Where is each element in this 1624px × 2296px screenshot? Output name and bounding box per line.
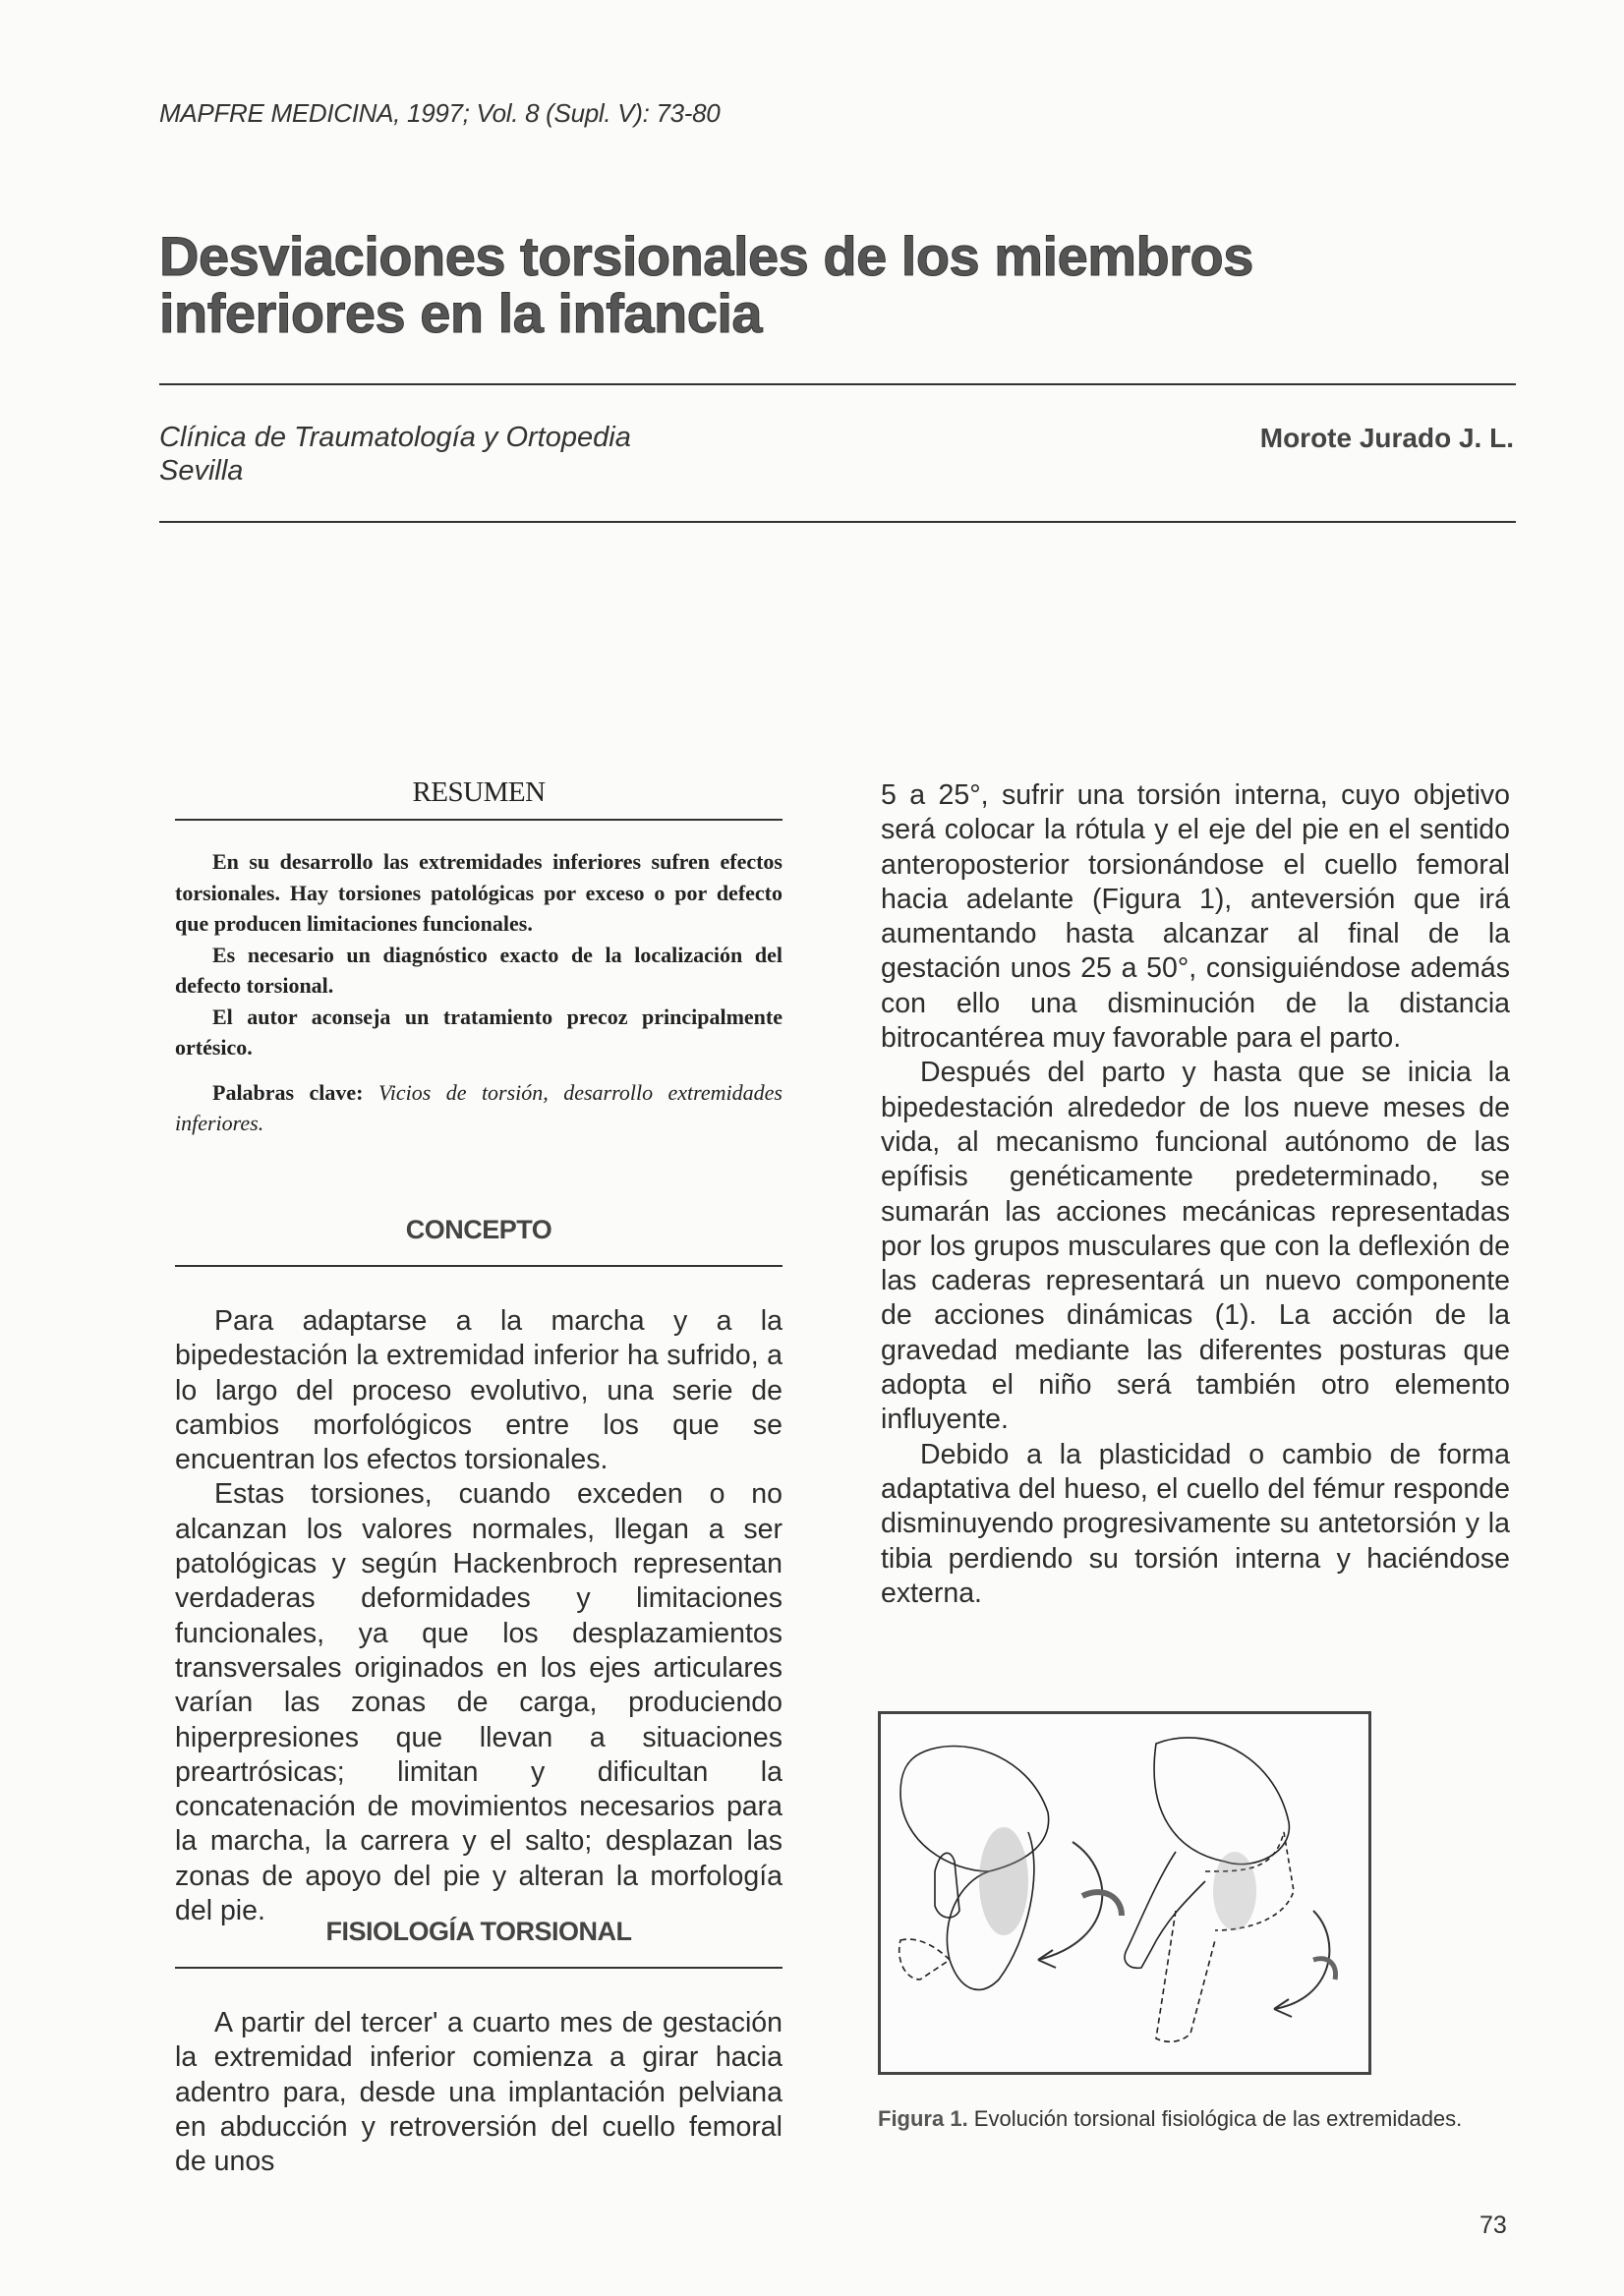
concepto-heading: CONCEPTO (175, 1215, 783, 1267)
left-rotation-arrow (1038, 1842, 1102, 1960)
figure-label: Figura 1. (878, 2106, 968, 2131)
left-infant-hand (935, 1853, 959, 1918)
left-column (175, 776, 783, 1139)
keywords-text: Vicios de torsión, desarrollo extremidades inferiores. (175, 1079, 783, 1135)
figure-caption-text: Evolución torsional fisiológica de las extremidades. (967, 2106, 1463, 2131)
left-infant-foot (899, 1939, 950, 1980)
left-infant-torso (900, 1747, 1049, 1872)
figure-caption (878, 2104, 1507, 2134)
fisiologia-section (175, 1917, 783, 2179)
right-infant-lower-leg (1156, 1911, 1215, 2041)
body-paragraph: Para adaptarse a la marcha y a la bipedestación la extremidad inferior ha sufrido, a lo largo del proceso evolutivo, una serie de cambios morfológicos entre los que se encuentran los efectos torsionales. (175, 1305, 783, 1476)
body-paragraph: A partir del tercer' a cuarto mes de gestación la extremidad inferior comienza a girar hacia adentro para, desde una implantación pelviana en abducción y retroversión del cuello femoral de unos (175, 2007, 783, 2178)
affiliation-institution: Clínica de Traumatología y Ortopedia (159, 422, 631, 453)
journal-citation: MAPFRE MEDICINA, 1997; Vol. 8 (Supl. V): 73-80 (159, 98, 721, 128)
abstract-heading: RESUMEN (175, 776, 783, 821)
right-shaded-region (1213, 1852, 1256, 1930)
body-paragraph-continued: 5 a 25°, sufrir una torsión interna, cuyo objetivo será colocar la rótula y el eje del pie en el sentido anteroposterior torsionándose el cuello femoral hacia adelante (Figura 1), anteversión que irá aumentando hasta alcanzar al final de la gestación unos 25 a 50°, consiguiéndose además con ello una disminución de la distancia bitrocantérea muy favorable para el parto. (881, 779, 1510, 1055)
body-paragraph: Debido a la plasticidad o cambio de forma adaptativa del hueso, el cuello del fémur responde disminuyendo progresivamente su antetorsión y la tibia perdiendo su torsión interna y haciéndose externa. (881, 1438, 1510, 1609)
fisiologia-heading: FISIOLOGÍA TORSIONAL (175, 1917, 783, 1969)
right-column (881, 778, 1510, 1611)
abstract-paragraph: El autor aconseja un tratamiento precoz principalmente ortésico. (175, 1004, 783, 1060)
affiliation (159, 421, 631, 488)
right-infant-leg (1125, 1852, 1205, 1968)
author-name: Morote Jurado J. L. (1259, 423, 1514, 453)
title-line-2: inferiores en la infancia (159, 282, 763, 344)
right-curl-arrow (1313, 1959, 1336, 1980)
figure-1 (878, 1711, 1371, 2075)
abstract-paragraph: Es necesario un diagnóstico exacto de la localización del defecto torsional. (175, 942, 783, 998)
right-infant-torso (1154, 1738, 1289, 1865)
concepto-section (175, 1215, 783, 1928)
figure-illustration (881, 1714, 1368, 2072)
article-title (159, 225, 1437, 344)
abstract-paragraph: En su desarrollo las extremidades inferiores sufren efectos torsionales. Hay torsiones patológicas por exceso o por defecto que producen limitaciones funcionales. (175, 849, 783, 936)
body-paragraph: Estas torsiones, cuando exceden o no alcanzan los valores normales, llegan a ser patológicas y según Hackenbroch representan verdaderas deformidades y limitaciones funcionales, ya que los desplazamientos transversales originados en los ejes articulares varían las zonas de carga, produciendo hiperpresiones que llevan a situaciones preartrósicas; limitan y dificultan la concatenación de movimientos necesarios para la marcha, la carrera y el salto; desplazan las zonas de apoyo del pie y alteran la morfología del pie. (175, 1478, 783, 1927)
left-shaded-region (979, 1827, 1028, 1935)
keywords (175, 1077, 783, 1139)
body-paragraph: Después del parto y hasta que se inicia la bipedestación alrededor de los nueve meses de vida, al mecanismo funcional autónomo de las epífisis genéticamente predeterminado, se sumarán las acciones mecánicas representadas por los grupos musculares que con la deflexión de las caderas representará un nuevo componente de acciones dinámicas (1). La acción de la gravedad mediante las diferentes posturas que adopta el niño será también otro elemento influyente. (881, 1057, 1510, 1436)
affiliation-city: Sevilla (159, 455, 244, 487)
header-rule-bottom (159, 521, 1516, 523)
abstract-section (175, 776, 783, 1139)
keywords-label: Palabras clave: (212, 1079, 364, 1105)
page-number: 73 (1479, 2211, 1507, 2239)
header-rule-top (159, 383, 1516, 385)
title-line-1: Desviaciones torsionales de los miembros (159, 225, 1253, 287)
